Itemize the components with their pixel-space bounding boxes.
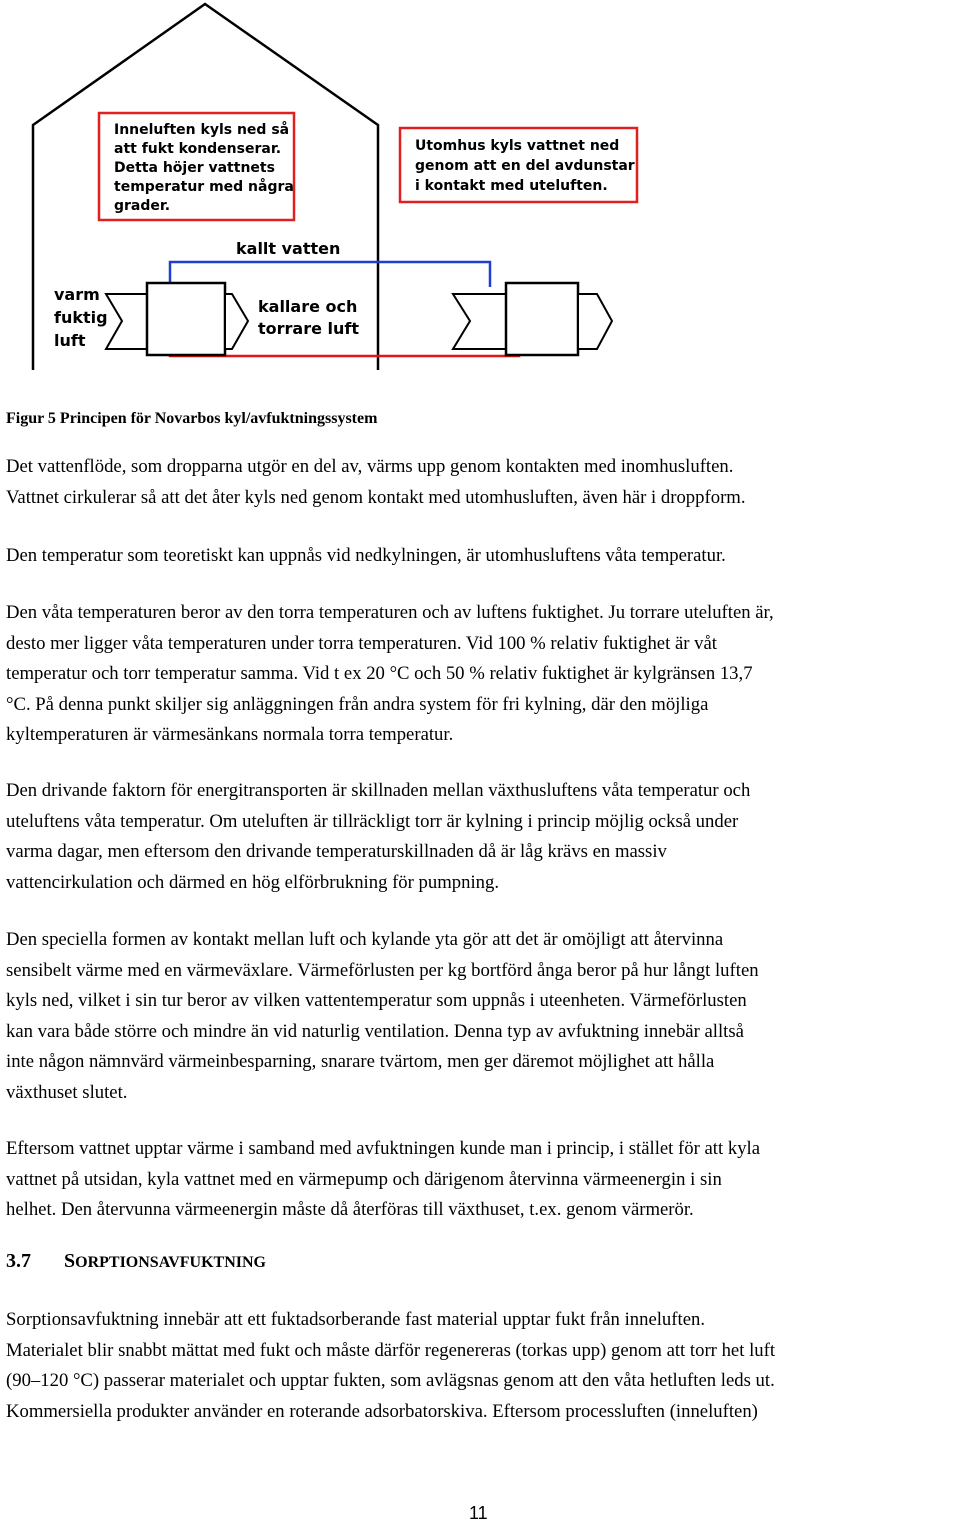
dehumidification-diagram [0,0,960,380]
paragraph [6,598,960,751]
text-line: Vattnet cirkulerar så att det åter kyls ned genom kontakt med utomhusluften, även här i droppform. [6,486,746,508]
text-line: vattencirkulation och därmed en hög elförbrukning för pumpning. [6,871,500,893]
paragraph [6,925,960,1109]
outside-info-line: Utomhus kyls vattnet ned [415,138,620,154]
text-line: Det vattenflöde, som dropparna utgör en del av, värms upp genom kontakten med inomhusluften. [6,456,734,477]
paragraph [6,1134,960,1226]
text-line: växthuset slutet. [6,1081,128,1103]
warm-air-label: luft [54,331,86,350]
warm-air-label: fuktig [54,308,108,327]
svg-text:kallare och torrare luft [258,297,363,338]
text-line: varma dagar, men eftersom den drivande temperaturskillnaden då är låg krävs en massiv [6,841,667,863]
text-line: (90–120 °C) passerar materialet och upptar fukten, som avlägsnas genom att den våta hetluften leds ut. [6,1370,775,1392]
text-line: Den speciella formen av kontakt mellan luft och kylande yta gör att det är omöjligt att återvinna [6,929,724,950]
paragraph [6,1305,960,1427]
section-heading [6,1250,266,1273]
inside-info-line: grader. [114,198,171,214]
section-title-rest: ORPTIONSAVFUKTNING [75,1254,266,1271]
outside-info-line: i kontakt med uteluften. [415,178,608,194]
page-number: 11 [469,1503,488,1523]
text-line: kyltemperaturen är värmesänkans normala torra temperatur. [6,724,454,746]
text-line: Den våta temperaturen beror av den torra temperaturen och av luftens fuktighet. Ju torrare uteluften är, [6,602,774,623]
text-line: Eftersom vattnet upptar värme i samband med avfuktningen kunde man i princip, i stället för att kyla [6,1138,761,1159]
warm-air-label: varm [54,285,100,304]
paragraph [6,541,960,572]
text-line: inte någon nämnvärd värmeinbesparning, snarare tvärtom, men ger däremot möjlighet att hålla [6,1051,715,1073]
svg-text:varm fuktig luft [54,285,113,350]
text-line: sensibelt värme med en värmeväxlare. Värmeförlusten per kg bortförd ånga beror på hur långt luften [6,959,759,981]
text-line: desto mer ligger våta temperaturen under torra temperaturen. Vid 100 % relativ fuktighet är våt [6,632,717,654]
inside-info-line: Inneluften kyls ned så [114,122,290,138]
text-line: kyls ned, vilket i sin tur beror av vilken vattentemperatur som uppnås i uteenheten. Värmeförlusten [6,990,747,1012]
text-line: Materialet blir snabbt mättat med fukt och måste därför regenereras (torkas upp) genom att torr het luft [6,1339,776,1361]
text-line: Kommersiella produkter använder en roterande adsorbatorskiva. Eftersom processluften (inneluften) [6,1400,758,1422]
text-line: kan vara både större och mindre än vid naturlig ventilation. Denna typ av avfuktning innebär alltså [6,1020,744,1042]
paragraph [6,776,960,898]
inside-info-line: att fukt kondenserar. [114,141,282,157]
text-line: vattnet på utsidan, kyla vattnet med en värmepump och därigenom återvinna värmeenergin i sin [6,1168,722,1190]
cool-air-label: torrare luft [258,319,360,338]
paragraph [6,452,960,513]
outside-info-line: genom att en del avdunstar [415,158,635,174]
section-number: 3.7 [6,1250,31,1272]
inside-info-line: Detta höjer vattnets [114,160,275,176]
text-line: °C. På denna punkt skiljer sig anläggningen från andra system för fri kylning, där den möjliga [6,693,709,715]
text-line: Sorptionsavfuktning innebär att ett fuktadsorberande fast material upptar fukt från inneluften. [6,1309,706,1330]
indoor-exchanger-unit [106,283,248,355]
section-title-initial: S [64,1250,76,1272]
cool-air-label: kallare och [258,297,358,316]
figure-caption: Figur 5 Principen för Novarbos kyl/avfuktningssystem [6,410,378,427]
text-line: helhet. Den återvunna värmeenergin måste då återföras till växthuset, t.ex. genom värmerör. [6,1199,694,1221]
cold-water-label: kallt vatten [236,239,341,258]
text-line: temperatur och torr temperatur samma. Vid t ex 20 °C och 50 % relativ fuktighet är kylgränsen 13,7 [6,663,753,685]
text-line: Den temperatur som teoretiskt kan uppnås vid nedkylningen, är utomhusluftens våta temperatur. [6,545,726,566]
inside-info-line: temperatur med några [114,179,294,195]
text-line: uteluftens våta temperatur. Om uteluften är tillräckligt torr är kylning i princip möjlig också under [6,810,739,832]
svg-text:Utomhus kyls vattnet ned g [415,138,640,194]
text-line: Den drivande faktorn för energitransporten är skillnaden mellan växthusluftens våta temperatur och [6,780,751,801]
outdoor-exchanger-unit [453,283,612,355]
